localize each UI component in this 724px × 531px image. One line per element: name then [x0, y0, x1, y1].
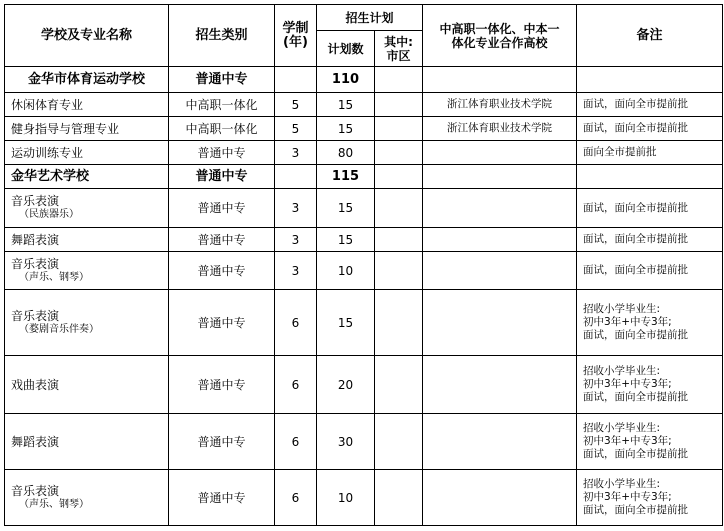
cell-remark — [577, 67, 723, 93]
table-row — [5, 165, 723, 189]
table-row — [5, 117, 723, 141]
cell-count: 20 — [317, 356, 375, 414]
cell-years: 3 — [275, 141, 317, 165]
major-name: 舞蹈表演 — [5, 414, 169, 470]
cell-count: 15 — [317, 228, 375, 252]
cell-partner — [423, 356, 577, 414]
cell-years: 5 — [275, 93, 317, 117]
cell-remark — [577, 470, 723, 526]
table-row — [5, 93, 723, 117]
header-plan: 招生计划 — [317, 5, 423, 31]
header-years-line1: 学制 — [282, 20, 309, 36]
cell-type: 普通中专 — [169, 141, 275, 165]
cell-partner — [423, 228, 577, 252]
cell-years: 6 — [275, 470, 317, 526]
cell-remark: 面试，面向全市提前批 — [577, 189, 723, 228]
cell-remark: 面试，面向全市提前批 — [577, 117, 723, 141]
major-name: 音乐表演 — [11, 194, 60, 208]
header-name: 学校及专业名称 — [5, 5, 169, 67]
major-name: 舞蹈表演 — [5, 228, 169, 252]
cell-count: 110 — [317, 67, 375, 93]
cell-type: 普通中专 — [169, 189, 275, 228]
cell-count: 80 — [317, 141, 375, 165]
cell-city — [375, 252, 423, 290]
header-city-line1: 其中: — [384, 34, 413, 49]
cell-type: 普通中专 — [169, 414, 275, 470]
cell-partner — [423, 165, 577, 189]
cell-count: 30 — [317, 414, 375, 470]
cell-partner — [423, 189, 577, 228]
header-partner-line2: 体化专业合作高校 — [451, 35, 548, 50]
cell-partner — [423, 252, 577, 290]
cell-city — [375, 356, 423, 414]
cell-city — [375, 414, 423, 470]
header-city-line2: 市区 — [386, 48, 411, 63]
header-type: 招生类别 — [169, 5, 275, 67]
cell-city — [375, 290, 423, 356]
cell-city — [375, 141, 423, 165]
major-direction: （民族器乐） — [19, 209, 79, 220]
table-row — [5, 470, 723, 526]
cell-partner — [423, 290, 577, 356]
cell-partner — [423, 141, 577, 165]
cell-partner: 浙江体育职业技术学院 — [423, 93, 577, 117]
cell-type: 普通中专 — [169, 290, 275, 356]
cell-remark: 面试，面向全市提前批 — [577, 93, 723, 117]
cell-years — [275, 165, 317, 189]
cell-city — [375, 470, 423, 526]
cell-city — [375, 228, 423, 252]
cell-years: 3 — [275, 189, 317, 228]
remark-line: 面试，面向全市提前批 — [583, 391, 689, 403]
major-name: 运动训练专业 — [5, 141, 169, 165]
school-name: 金华市体育运动学校 — [5, 67, 169, 93]
cell-count: 10 — [317, 470, 375, 526]
cell-partner: 浙江体育职业技术学院 — [423, 117, 577, 141]
cell-remark — [577, 414, 723, 470]
cell-count: 10 — [317, 252, 375, 290]
remark-line: 初中3年+中专3年; — [583, 316, 672, 328]
major-direction: （婺剧音乐伴奏） — [19, 323, 99, 335]
cell-partner — [423, 67, 577, 93]
header-years-line2: (年) — [283, 34, 308, 50]
cell-partner — [423, 414, 577, 470]
header-plan-city — [375, 31, 423, 67]
cell-remark — [577, 290, 723, 356]
major-name-cell — [5, 189, 169, 228]
cell-city — [375, 165, 423, 189]
remark-line: 面试，面向全市提前批 — [583, 504, 689, 516]
cell-type: 普通中专 — [169, 165, 275, 189]
table-row — [5, 356, 723, 414]
table-row — [5, 414, 723, 470]
cell-city — [375, 189, 423, 228]
cell-years: 3 — [275, 228, 317, 252]
major-name-cell — [5, 252, 169, 290]
remark-line: 招收小学毕业生: — [583, 422, 661, 434]
table-row — [5, 290, 723, 356]
cell-type: 普通中专 — [169, 228, 275, 252]
major-name: 音乐表演 — [11, 256, 60, 271]
cell-years: 3 — [275, 252, 317, 290]
table-row — [5, 67, 723, 93]
major-name: 音乐表演 — [11, 483, 60, 498]
table-row — [5, 228, 723, 252]
cell-remark — [577, 165, 723, 189]
cell-type: 中高职一体化 — [169, 117, 275, 141]
major-name-cell — [5, 290, 169, 356]
cell-count: 115 — [317, 165, 375, 189]
remark-line: 初中3年+中专3年; — [583, 435, 672, 447]
cell-city — [375, 117, 423, 141]
major-name: 音乐表演 — [11, 308, 60, 323]
cell-years: 6 — [275, 414, 317, 470]
remark-line: 招收小学毕业生: — [583, 365, 661, 377]
cell-years: 5 — [275, 117, 317, 141]
remark-line: 面试，面向全市提前批 — [583, 329, 689, 341]
major-direction: （声乐、钢琴） — [19, 498, 89, 510]
header-years — [275, 5, 317, 67]
cell-count: 15 — [317, 290, 375, 356]
cell-years: 6 — [275, 356, 317, 414]
table-row — [5, 189, 723, 228]
header-remark: 备注 — [577, 5, 723, 67]
header-row — [5, 5, 723, 31]
major-name: 戏曲表演 — [5, 356, 169, 414]
cell-remark — [577, 356, 723, 414]
header-partner-line1: 中高职一体化、中本一 — [439, 21, 560, 36]
remark-line: 初中3年+中专3年; — [583, 491, 672, 503]
table-row — [5, 252, 723, 290]
cell-type: 普通中专 — [169, 252, 275, 290]
remark-line: 招收小学毕业生: — [583, 303, 661, 315]
cell-type: 普通中专 — [169, 470, 275, 526]
remark-line: 面试，面向全市提前批 — [583, 448, 689, 460]
cell-years: 6 — [275, 290, 317, 356]
cell-count: 15 — [317, 189, 375, 228]
header-plan-count: 计划数 — [317, 31, 375, 67]
cell-count: 15 — [317, 93, 375, 117]
cell-type: 普通中专 — [169, 67, 275, 93]
cell-years — [275, 67, 317, 93]
major-direction: （声乐、钢琴） — [19, 271, 89, 283]
school-name: 金华艺术学校 — [5, 165, 169, 189]
remark-line: 初中3年+中专3年; — [583, 378, 672, 390]
enrollment-table — [4, 4, 723, 526]
cell-remark: 面试，面向全市提前批 — [577, 252, 723, 290]
major-name-cell — [5, 470, 169, 526]
cell-city — [375, 67, 423, 93]
cell-type: 普通中专 — [169, 356, 275, 414]
cell-partner — [423, 470, 577, 526]
remark-line: 招收小学毕业生: — [583, 478, 661, 490]
cell-remark: 面向全市提前批 — [577, 141, 723, 165]
cell-remark: 面试，面向全市提前批 — [577, 228, 723, 252]
cell-city — [375, 93, 423, 117]
cell-count: 15 — [317, 117, 375, 141]
major-name: 休闲体育专业 — [5, 93, 169, 117]
cell-type: 中高职一体化 — [169, 93, 275, 117]
header-partner — [423, 5, 577, 67]
major-name: 健身指导与管理专业 — [5, 117, 169, 141]
table-row — [5, 141, 723, 165]
